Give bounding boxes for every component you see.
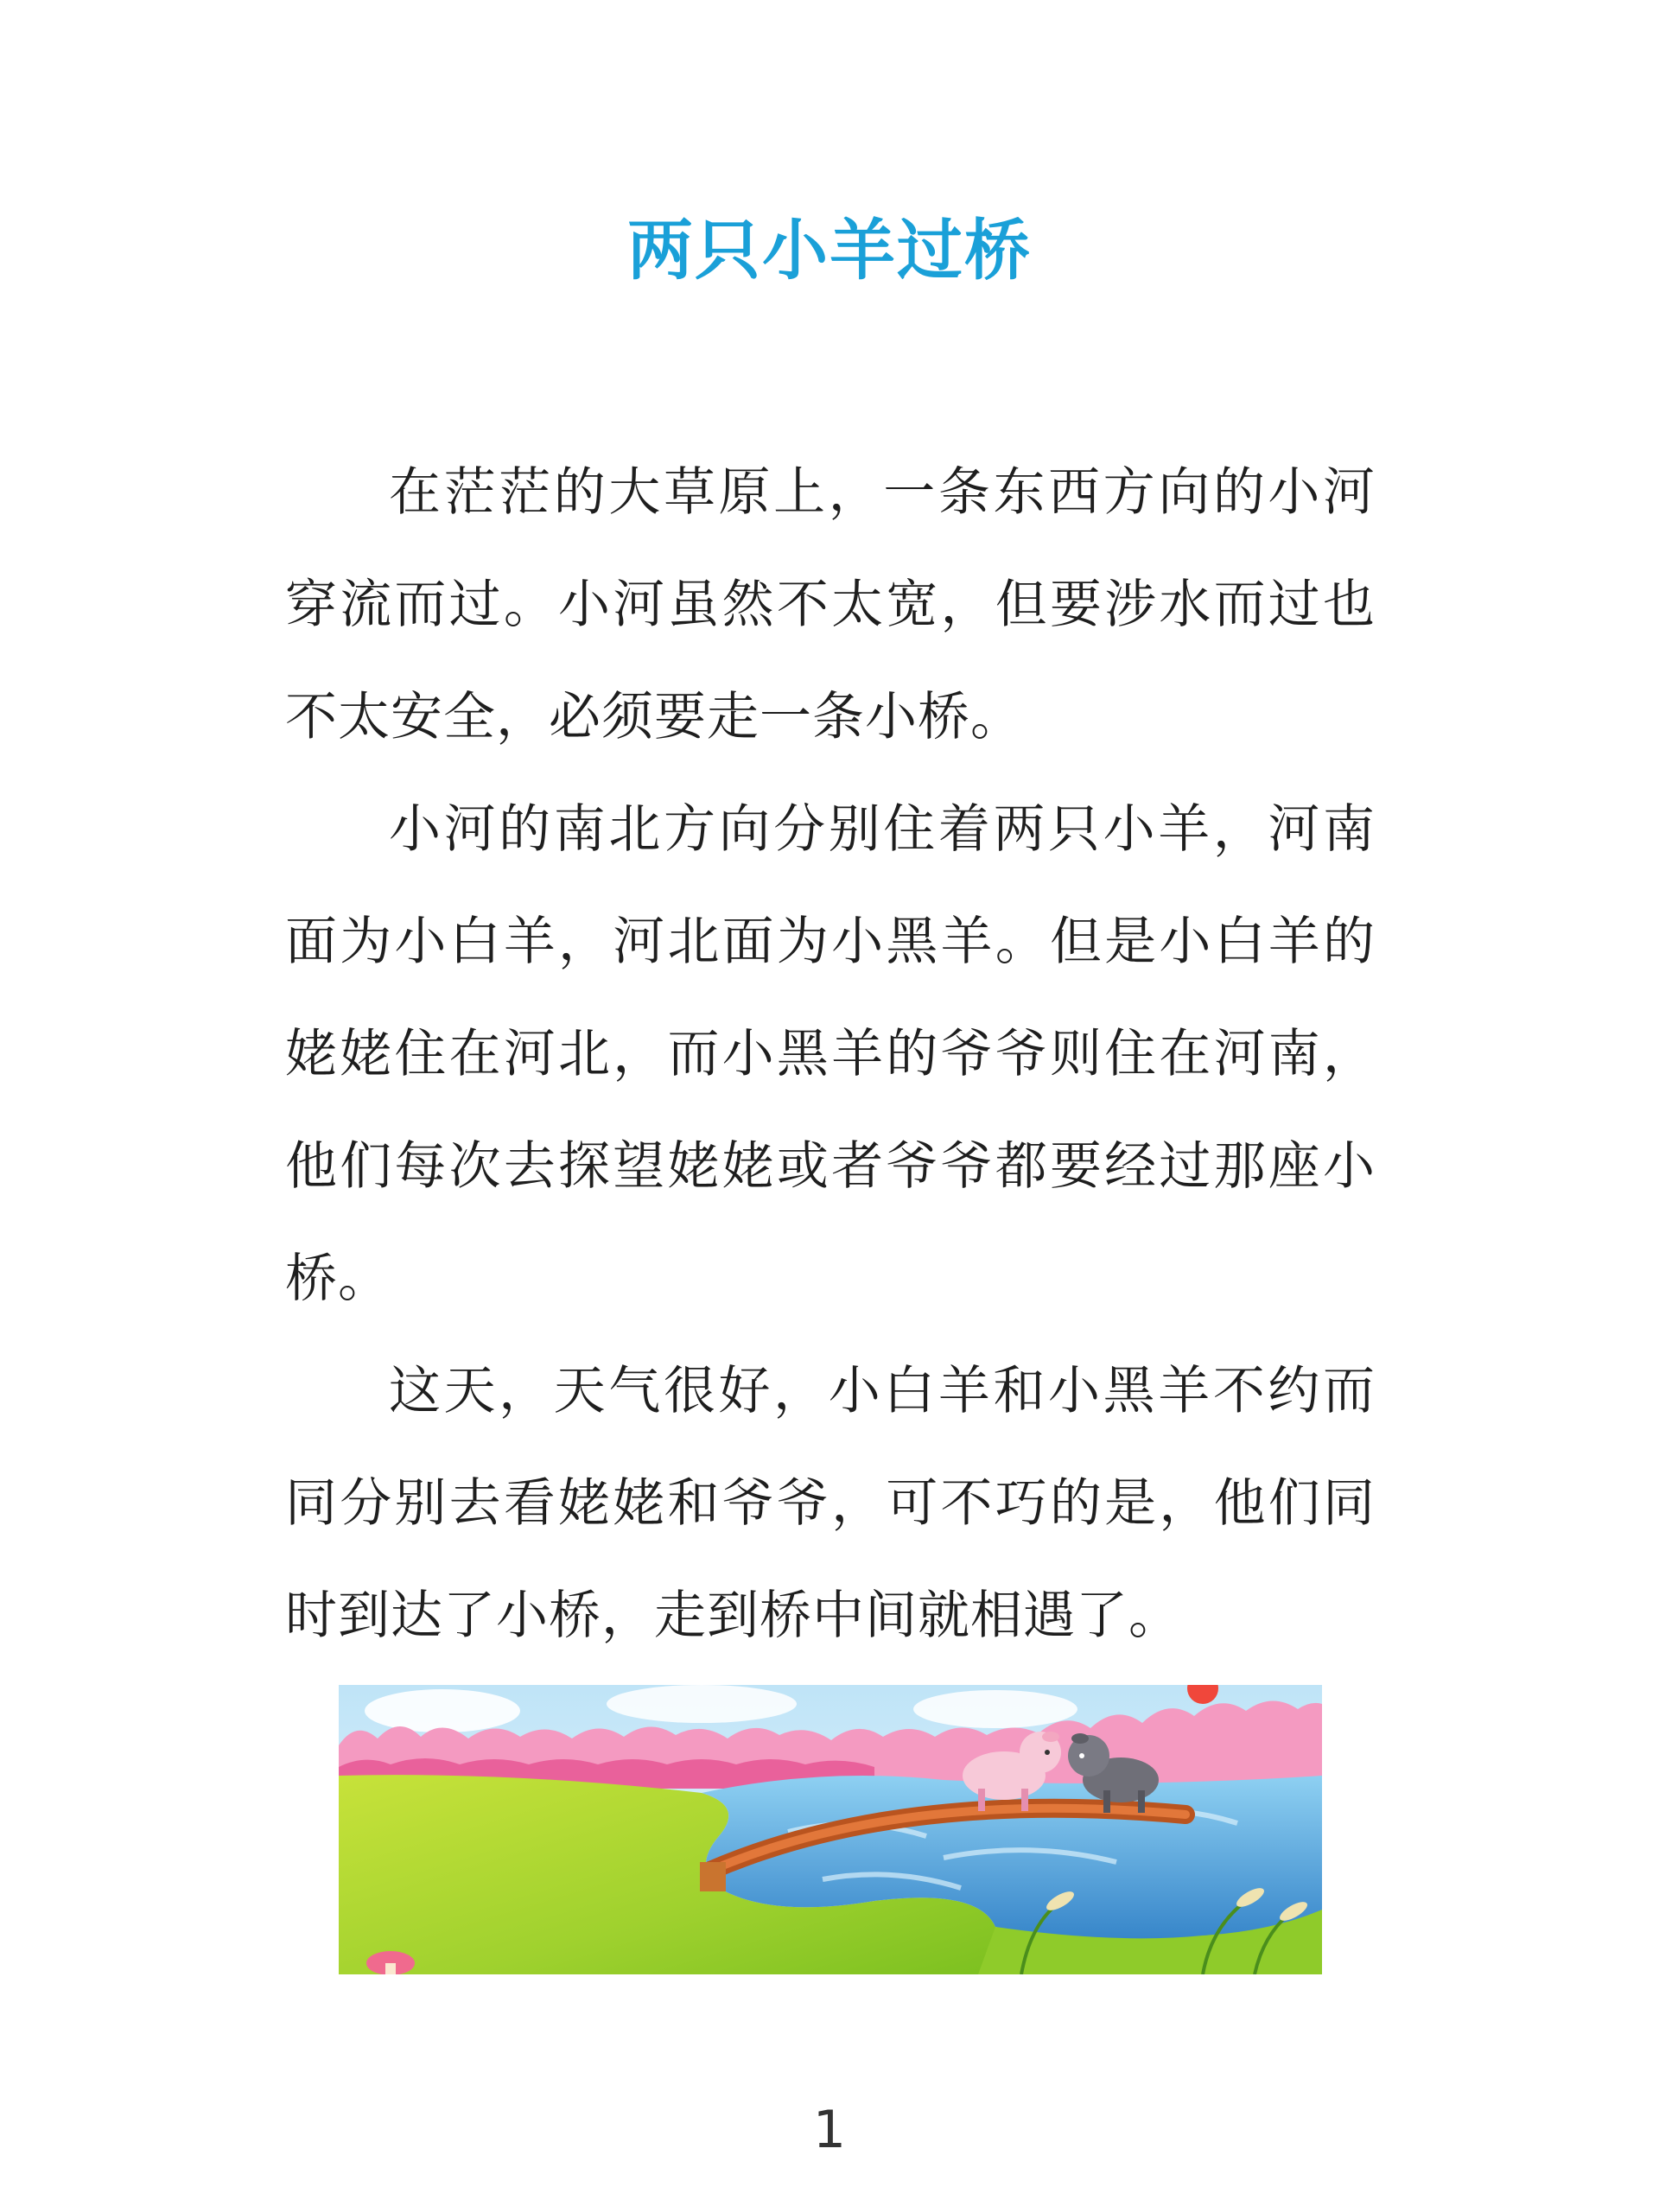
story-illustration (339, 1685, 1322, 1974)
story-body (285, 436, 1376, 1672)
two-lambs-bridge-image (339, 1685, 1322, 1974)
page-title: 两只小羊过桥 (627, 212, 1032, 289)
paragraph-1: 在茫茫的大草原上，一条东西方向的小河穿流而过。小河虽然不太宽，但要涉水而过也不太安全，必须要走一条小桥。 (285, 462, 1376, 747)
paragraph-3: 这天，天气很好，小白羊和小黑羊不约而同分别去看姥姥和爷爷，可不巧的是，他们同时到达了小桥，走到桥中间就相遇了。 (285, 1361, 1376, 1646)
paragraph-2: 小河的南北方向分别住着两只小羊，河南面为小白羊，河北面为小黑羊。但是小白羊的姥姥住在河北，而小黑羊的爷爷则住在河南，他们每次去探望姥姥或者爷爷都要经过那座小桥。 (285, 799, 1376, 1309)
page-number: 1 (812, 2100, 847, 2160)
